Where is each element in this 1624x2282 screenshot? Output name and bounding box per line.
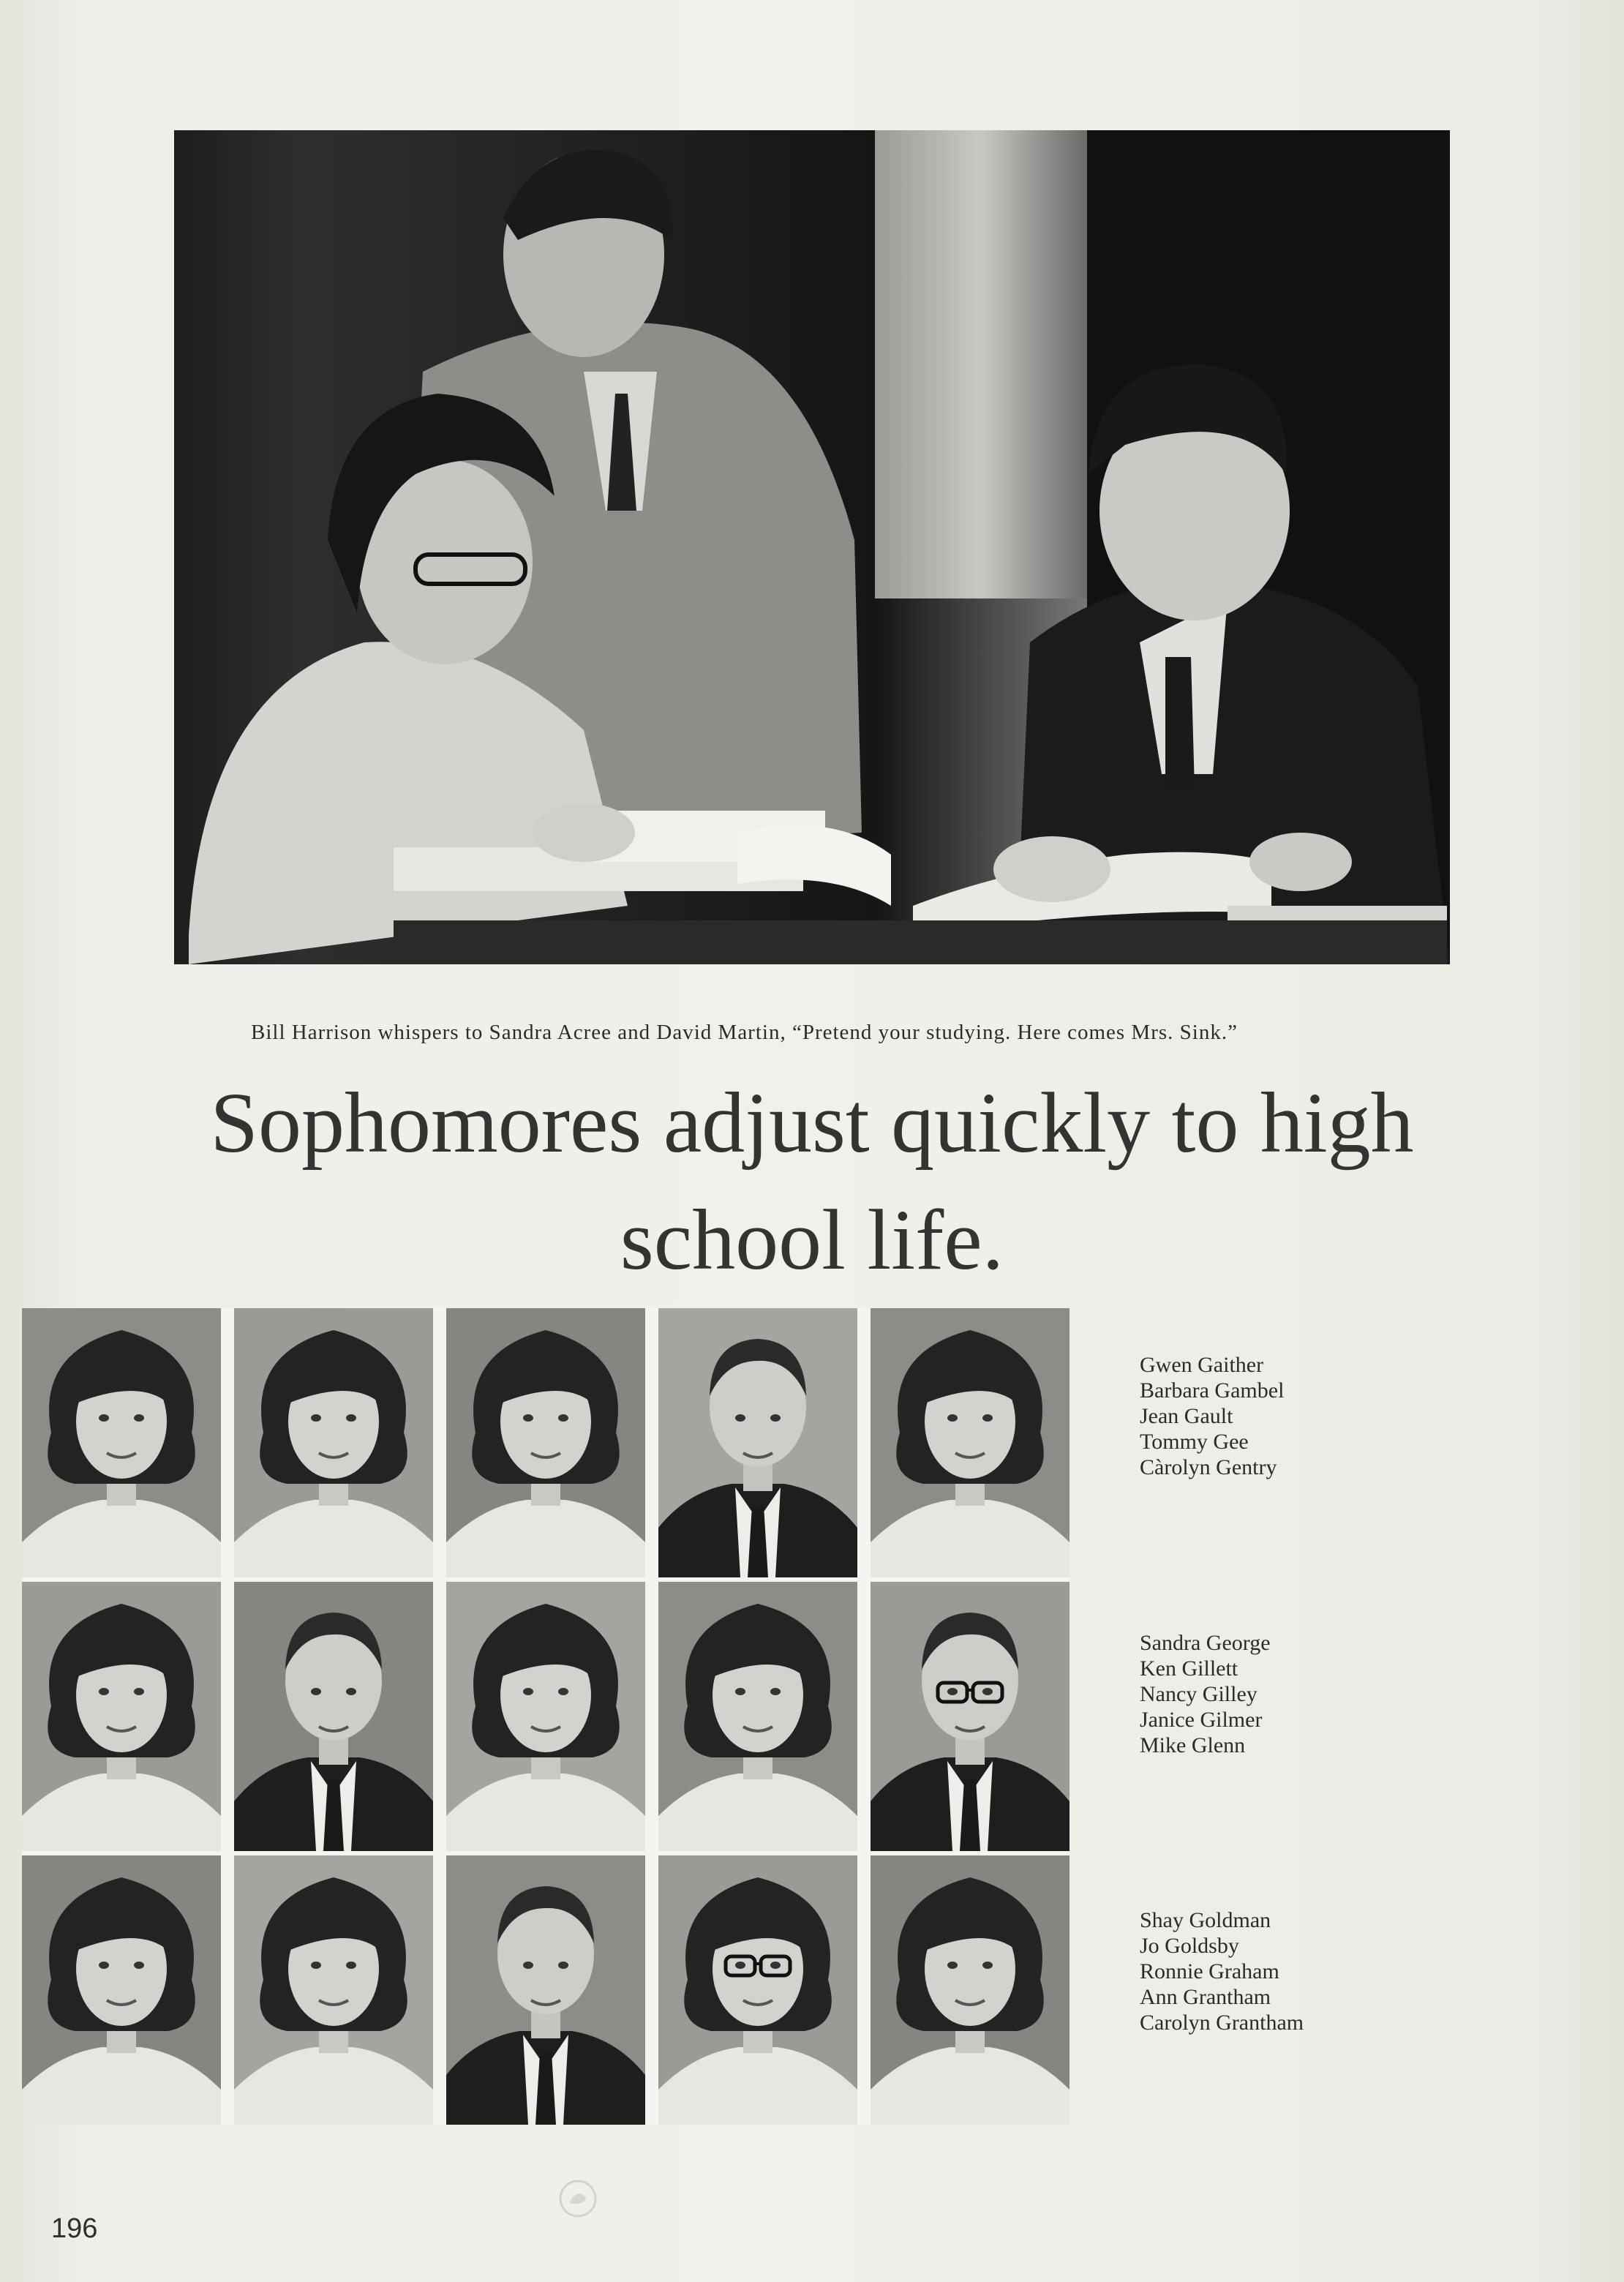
name-item: Carolyn Grantham — [1140, 2011, 1304, 2035]
portrait-barbara-gambel — [234, 1308, 433, 1577]
name-list-row-1 — [1140, 1352, 1447, 1480]
name-item: Jo Goldsby — [1140, 1934, 1239, 1958]
name-item: Mike Glenn — [1140, 1733, 1246, 1757]
faint-emblem-icon — [556, 2177, 600, 2221]
portrait-tommy-gee — [658, 1308, 857, 1577]
portrait-ann-grantham — [658, 1855, 857, 2125]
portrait-mike-glenn — [871, 1582, 1069, 1851]
portrait-shay-goldman — [22, 1855, 221, 2125]
photo-caption: Bill Harrison whispers to Sandra Acree and David Martin, “Pretend your studying. Here comes Mrs. Sink.” — [251, 1021, 1238, 1044]
portrait-sandra-george — [22, 1582, 221, 1851]
name-item: Tommy Gee — [1140, 1430, 1249, 1454]
page-number: 196 — [51, 2213, 98, 2244]
name-item: Càrolyn Gentry — [1140, 1455, 1277, 1479]
name-item: Nancy Gilley — [1140, 1682, 1258, 1706]
portrait-grid — [22, 1308, 1069, 2125]
name-item: Gwen Gaither — [1140, 1353, 1264, 1377]
name-item: Ronnie Graham — [1140, 1959, 1279, 1983]
portrait-ronnie-graham — [446, 1855, 645, 2125]
portrait-carolyn-gentry — [871, 1308, 1069, 1577]
name-list-row-2 — [1140, 1630, 1447, 1758]
portrait-ken-gillett — [234, 1582, 433, 1851]
name-item: Barbara Gambel — [1140, 1378, 1285, 1403]
portrait-janice-gilmer — [658, 1582, 857, 1851]
portrait-carolyn-grantham — [871, 1855, 1069, 2125]
portrait-nancy-gilley — [446, 1582, 645, 1851]
portrait-gwen-gaither — [22, 1308, 221, 1577]
name-item: Shay Goldman — [1140, 1908, 1271, 1932]
name-item: Janice Gilmer — [1140, 1708, 1263, 1732]
main-photograph — [174, 130, 1450, 964]
name-item: Ann Grantham — [1140, 1985, 1271, 2009]
name-item: Ken Gillett — [1140, 1656, 1238, 1681]
name-item: Jean Gault — [1140, 1404, 1233, 1428]
page-headline — [110, 1065, 1514, 1299]
portrait-jo-goldsby — [234, 1855, 433, 2125]
name-item: Sandra George — [1140, 1631, 1271, 1655]
headline-line-1: Sophomores adjust quickly to high — [210, 1075, 1414, 1171]
headline-line-2: school life. — [620, 1192, 1004, 1288]
portrait-jean-gault — [446, 1308, 645, 1577]
name-list-row-3 — [1140, 1907, 1447, 2035]
